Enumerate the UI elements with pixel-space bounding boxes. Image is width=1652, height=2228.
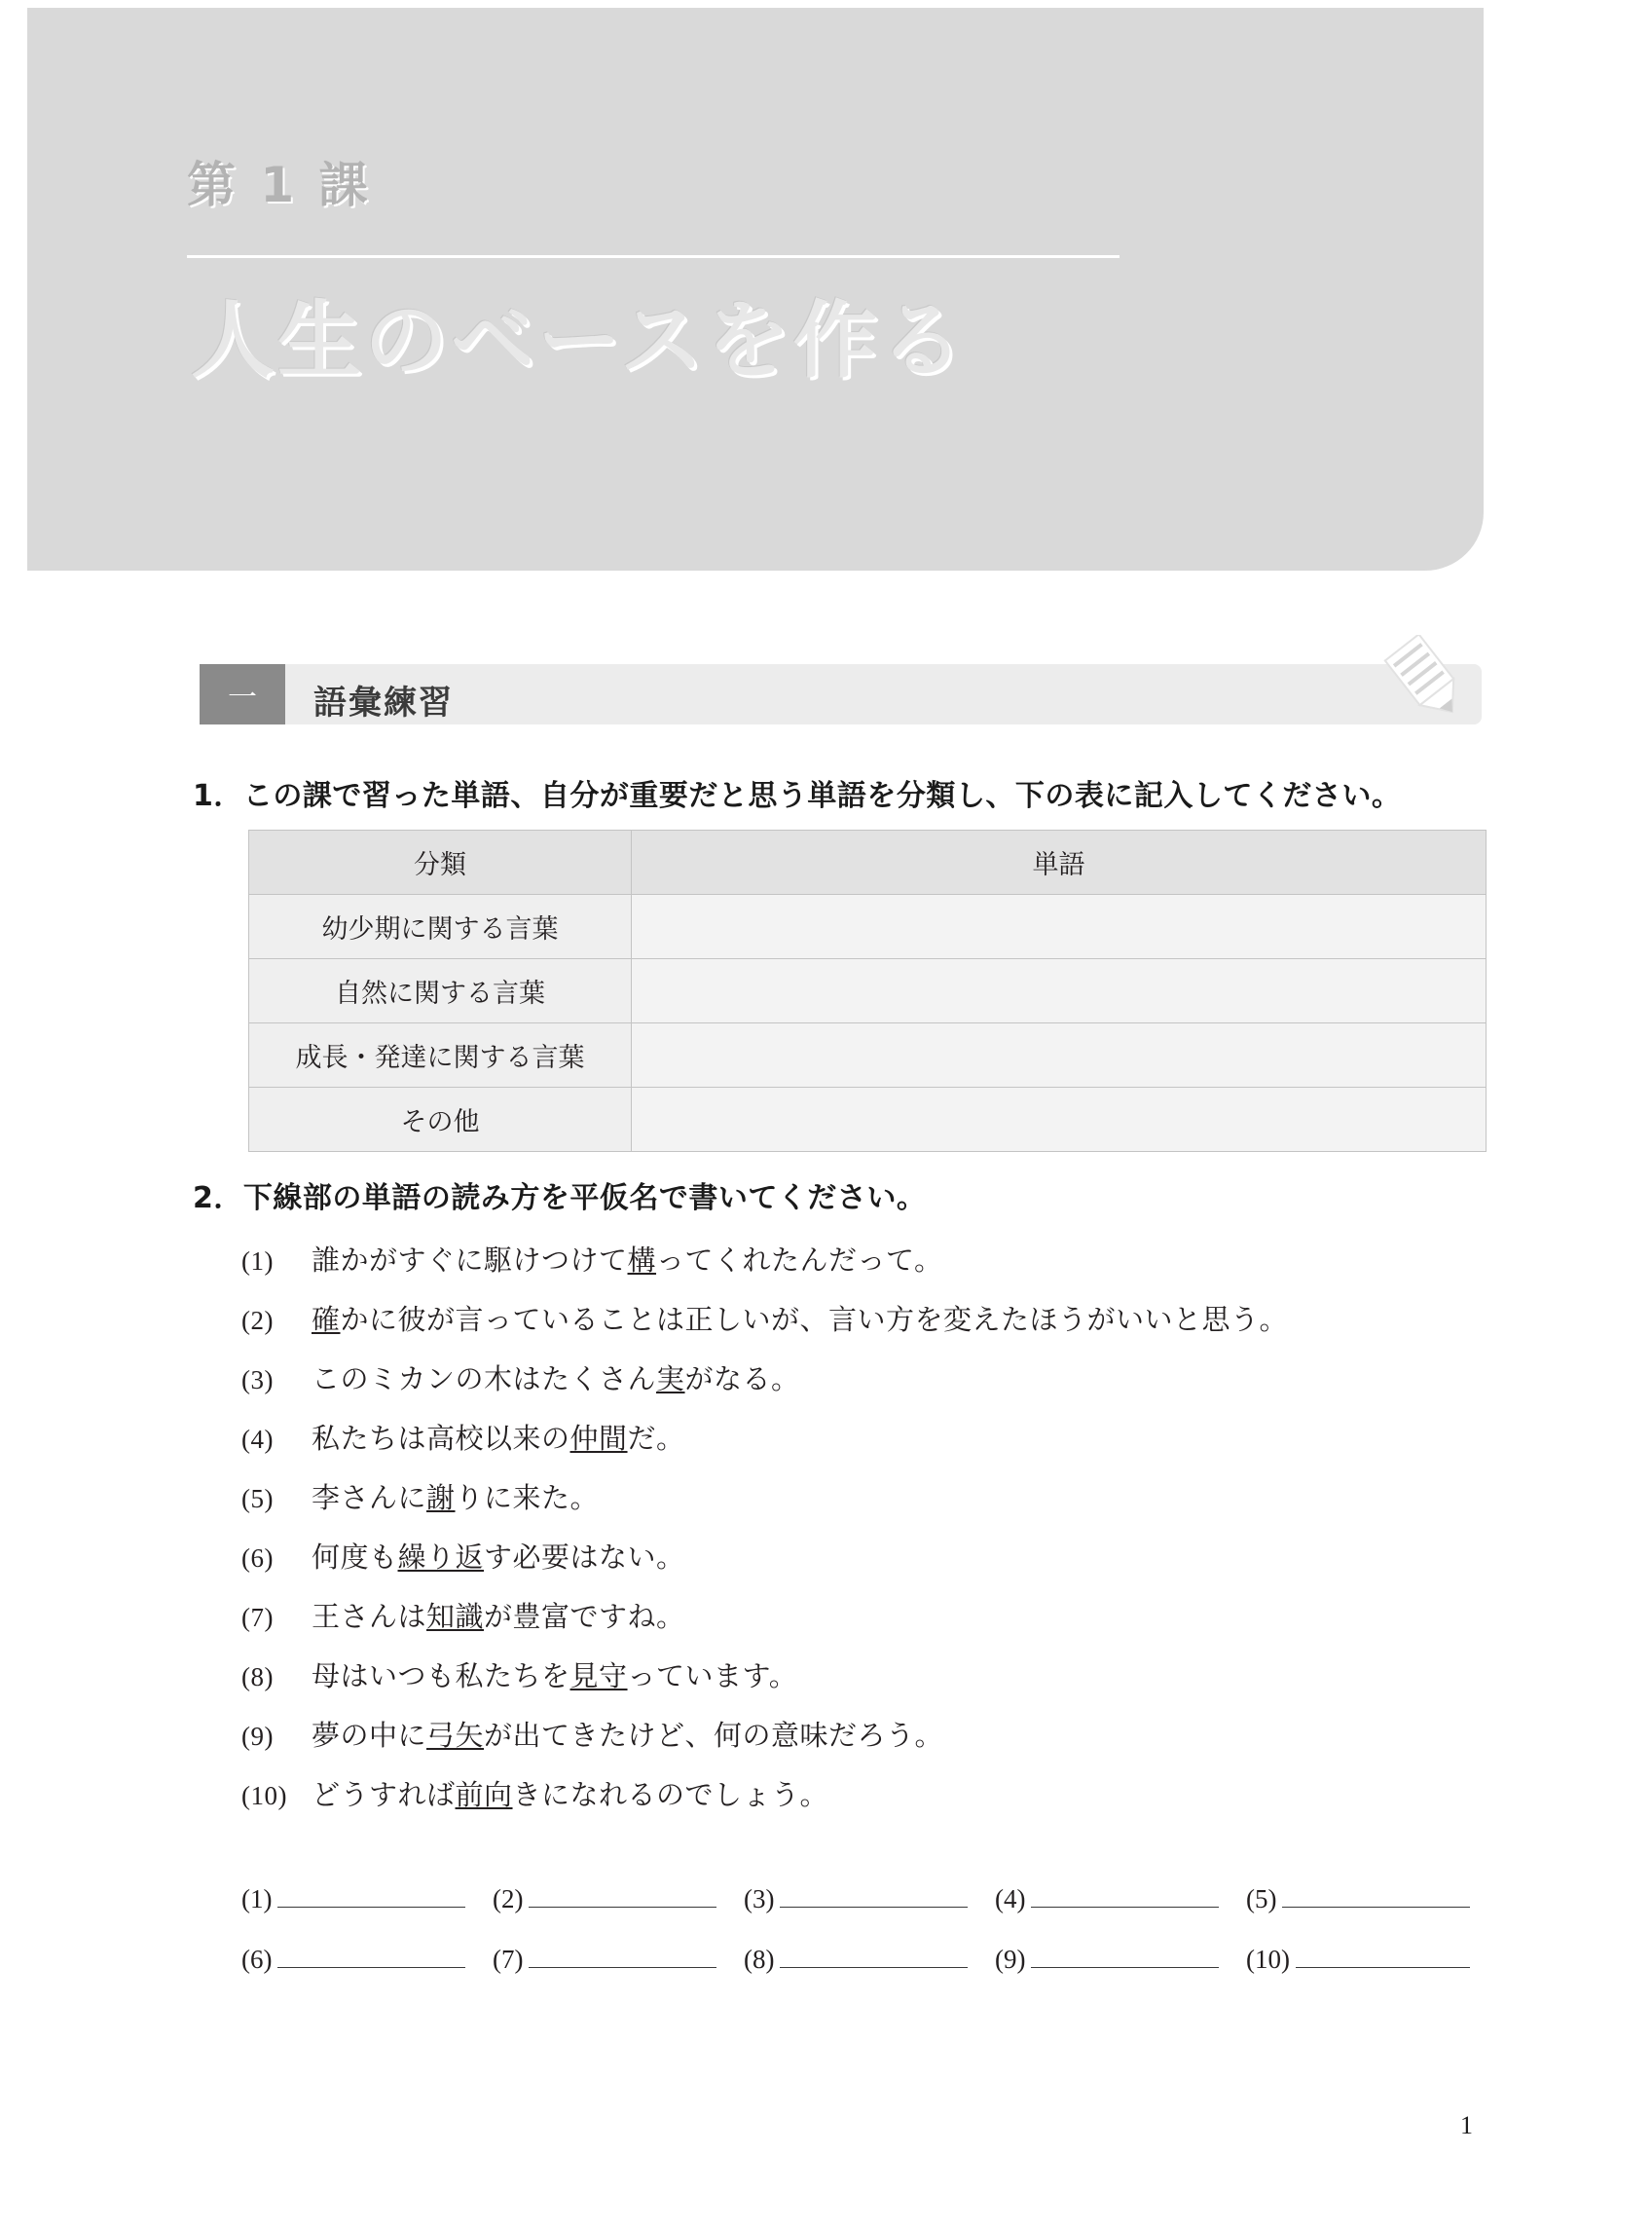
answer-label: (4) xyxy=(995,1884,1026,1913)
category-cell: 幼少期に関する言葉 xyxy=(249,895,632,959)
item-sentence: 私たちは高校以来の仲間だ。 xyxy=(312,1424,685,1455)
category-cell: 自然に関する言葉 xyxy=(249,959,632,1023)
item-sentence: 母はいつも私たちを見守っています。 xyxy=(312,1661,798,1692)
list-item xyxy=(241,1476,1497,1536)
question-2-items xyxy=(241,1239,1497,1833)
answer-line[interactable] xyxy=(1031,1942,1219,1968)
pencil-icon xyxy=(1380,635,1474,724)
words-cell[interactable] xyxy=(632,959,1487,1023)
answer-blank[interactable] xyxy=(995,1942,1246,1975)
answer-line[interactable] xyxy=(1296,1942,1470,1968)
item-number: (6) xyxy=(241,1543,274,1573)
question-1-heading: 1．この課で習った単語、自分が重要だと思う単語を分類し、下の表に記入してください。 xyxy=(193,779,1402,813)
answer-blank[interactable] xyxy=(1246,1942,1497,1975)
answer-label: (3) xyxy=(744,1884,775,1913)
answer-label: (2) xyxy=(493,1884,524,1913)
underlined-word: 謝 xyxy=(426,1483,456,1514)
answer-line[interactable] xyxy=(529,1942,716,1968)
answer-blank[interactable] xyxy=(493,1942,744,1975)
list-item xyxy=(241,1595,1497,1654)
item-number: (1) xyxy=(241,1246,274,1276)
column-header-words: 単語 xyxy=(632,831,1487,895)
answer-label: (10) xyxy=(1246,1945,1290,1974)
words-cell[interactable] xyxy=(632,1088,1487,1152)
list-item xyxy=(241,1536,1497,1595)
answer-line[interactable] xyxy=(277,1942,465,1968)
item-sentence: 李さんに謝りに来た。 xyxy=(312,1483,600,1514)
item-number: (7) xyxy=(241,1603,274,1632)
underlined-word: 確 xyxy=(312,1305,341,1336)
answer-label: (6) xyxy=(241,1945,273,1974)
answer-blank[interactable] xyxy=(493,1881,744,1914)
table-row xyxy=(249,1023,1487,1088)
answer-label: (7) xyxy=(493,1945,524,1974)
section-number: 一 xyxy=(200,664,285,724)
list-item xyxy=(241,1298,1497,1357)
item-sentence: 王さんは知識が豊富ですね。 xyxy=(312,1602,685,1633)
table-row xyxy=(249,895,1487,959)
list-item xyxy=(241,1239,1497,1298)
item-sentence: 誰かがすぐに駆けつけて構ってくれたんだって。 xyxy=(312,1245,943,1277)
lesson-number: 第 1 課 xyxy=(187,157,372,213)
answer-line[interactable] xyxy=(529,1881,716,1908)
item-number: (8) xyxy=(241,1662,274,1691)
answer-blank[interactable] xyxy=(1246,1881,1497,1914)
answer-blank[interactable] xyxy=(241,1942,493,1975)
lesson-title: 人生のベースを作る xyxy=(191,292,967,390)
underlined-word: 知識 xyxy=(426,1602,485,1633)
answer-blank[interactable] xyxy=(241,1881,493,1914)
section-label: 語彙練習 xyxy=(313,684,454,723)
item-sentence: どうすれば前向きになれるのでしょう。 xyxy=(312,1780,829,1811)
answer-blank[interactable] xyxy=(995,1881,1246,1914)
item-number: (2) xyxy=(241,1306,274,1335)
category-cell: その他 xyxy=(249,1088,632,1152)
underlined-word: 仲間 xyxy=(569,1424,628,1455)
answer-label: (8) xyxy=(744,1945,775,1974)
answer-label: (1) xyxy=(241,1884,273,1913)
answer-label: (9) xyxy=(995,1945,1026,1974)
item-number: (5) xyxy=(241,1484,274,1513)
list-item xyxy=(241,1714,1497,1773)
answer-row xyxy=(241,1881,1497,1942)
underlined-word: 前向 xyxy=(455,1780,513,1811)
list-item xyxy=(241,1773,1497,1833)
answer-line[interactable] xyxy=(1031,1881,1219,1908)
item-number: (4) xyxy=(241,1425,274,1454)
underlined-word: 繰り返 xyxy=(397,1542,485,1574)
answer-blank[interactable] xyxy=(744,1881,995,1914)
list-item xyxy=(241,1357,1497,1417)
answer-line[interactable] xyxy=(277,1881,465,1908)
page-number: 1 xyxy=(1460,2111,1473,2139)
underlined-word: 構 xyxy=(627,1245,657,1277)
item-number: (3) xyxy=(241,1365,274,1394)
item-sentence: 確かに彼が言っていることは正しいが、言い方を変えたほうがいいと思う。 xyxy=(312,1305,1289,1336)
words-cell[interactable] xyxy=(632,1023,1487,1088)
column-header-category: 分類 xyxy=(249,831,632,895)
classification-table xyxy=(248,830,1487,1152)
answer-row xyxy=(241,1942,1497,2002)
table-row xyxy=(249,959,1487,1023)
list-item xyxy=(241,1654,1497,1714)
answer-line[interactable] xyxy=(1282,1881,1470,1908)
item-sentence: このミカンの木はたくさん実がなる。 xyxy=(312,1364,800,1395)
answer-label: (5) xyxy=(1246,1884,1277,1913)
item-number: (9) xyxy=(241,1722,274,1751)
answer-blank[interactable] xyxy=(744,1942,995,1975)
table-row xyxy=(249,1088,1487,1152)
underlined-word: 弓矢 xyxy=(426,1721,485,1752)
category-cell: 成長・発達に関する言葉 xyxy=(249,1023,632,1088)
underlined-word: 見守 xyxy=(569,1661,628,1692)
question-2-heading: 2．下線部の単語の読み方を平仮名で書いてください。 xyxy=(193,1181,927,1215)
underlined-word: 実 xyxy=(656,1364,685,1395)
table-header-row xyxy=(249,831,1487,895)
item-number: (10) xyxy=(241,1781,287,1810)
answer-line[interactable] xyxy=(780,1942,968,1968)
banner-divider xyxy=(187,255,1120,258)
words-cell[interactable] xyxy=(632,895,1487,959)
item-sentence: 夢の中に弓矢が出てきたけど、何の意味だろう。 xyxy=(312,1721,944,1752)
answer-blanks xyxy=(241,1881,1497,2002)
answer-line[interactable] xyxy=(780,1881,968,1908)
list-item xyxy=(241,1417,1497,1476)
item-sentence: 何度も繰り返す必要はない。 xyxy=(312,1542,685,1574)
